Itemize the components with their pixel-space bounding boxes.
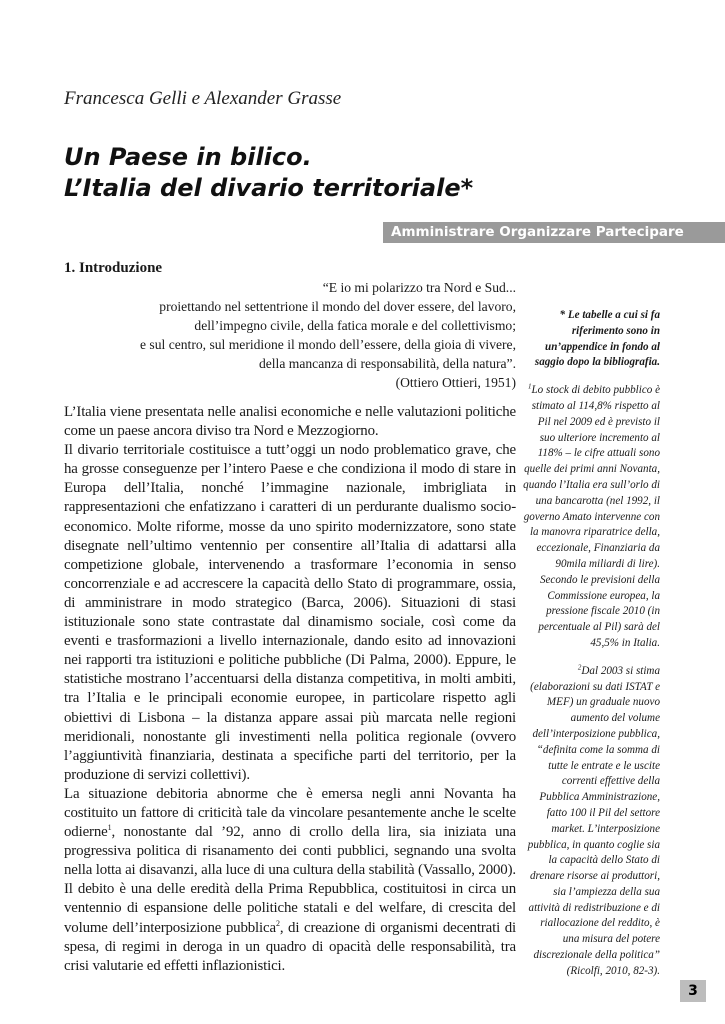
title-line-1: Un Paese in bilico. (64, 143, 312, 171)
series-banner: Amministrare Organizzare Partecipare (383, 222, 725, 243)
epigraph-line: della mancanza di responsabilità, della natura”. (258, 356, 516, 372)
paragraph-3 (64, 785, 516, 976)
sidebar-notes (523, 308, 660, 980)
footnote-ref-2: 2 (275, 918, 280, 928)
epigraph-line: “E io mi polarizzo tra Nord e Sud... (322, 280, 516, 295)
paragraph-1: L’Italia viene presentata nelle analisi economiche e nelle valutazioni politiche come un paese ancora diviso tra Nord e Mezzogiorno. (64, 404, 516, 440)
tables-note: * Le tabelle a cui si fa riferimento sono in un’appendice in fondo al saggio dopo la bibliografia. (534, 309, 660, 369)
body-text (64, 403, 516, 976)
section-heading: 1. Introduzione (64, 260, 163, 276)
footnote-1 (523, 383, 660, 652)
authors: Francesca Gelli e Alexander Grasse (64, 88, 342, 109)
footnote-2 (523, 664, 660, 980)
footnote-1-text: Lo stock di debito pubblico è stimato al 114,8% rispetto al Pil nel 2009 ed è previsto il suo ulteriore incremento al 118% – le cifre attuali sono quelle dei primi anni Novanta, quando l’Italia era sull’orlo di una bancarotta (nel 1992, il governo Amato intervenne con la manovra riparatrice della, eccezionale, Finanziaria da 90mila miliardi di lire). Secondo le previsioni della Commissione europea, la pressione fiscale 2010 (in percentuale al Pil) sarà del 45,5% in Italia. (523, 384, 660, 649)
epigraph (100, 278, 516, 393)
paragraph-3-part-c: , di creazione di organismi decentrati di spesa, di regimi in deroga in un quadro di opacità delle responsabilità, tra crisi valutarie ed effetti inflazionistici. (64, 919, 516, 974)
article-title (64, 142, 473, 204)
footnote-1-number: 1 (528, 382, 532, 391)
paragraph-2: Il divario territoriale costituisce a tutt’oggi un nodo problematico grave, che ha grosse conseguenze per l’intero Paese e che condiziona il modo di stare in Europa dell’Italia, nonché l’immagine nazionale, imbrigliata in rappresentazioni che enfatizzano i caratteri di un perdurante dualismo socio-economico. Molte riforme, mosse da uno spirito modernizzatore, sono state disegnate nell’ultimo ventennio per consentire all’Italia di adattarsi alla competizione globale, intervenendo a trasformare l’economia in senso concorrenziale e ad accrescere la capacità dello Stato di programmare, ossia, di amministrare in modo strategico (Barca, 2006). Situazioni di stasi istituzionale sono state contrastate dal dinamismo sociale, così come da eventi e trasformazioni a livello internazionale, dando esito ad innovazioni nei rapporti tra istituzioni e politiche pubbliche (Di Palma, 2000). Eppure, le statistiche mostrano l’accentuarsi della distanza competitiva, in molti ambiti, tra l’Italia e le principali economie europee, in particolare rispetto agli obiettivi di Lisbona – la distanza appare assai più marcata nelle regioni meridionali, nonostante gli investimenti nella politica regionale (ovvero l’aggiuntività finanziaria, destinata a specifiche parti del territorio, per la produzione di servizi collettivi). (64, 442, 516, 783)
footnote-ref-1: 1 (107, 823, 112, 833)
paragraph-3-part-b: , nonostante dal ’92, anno di crollo della lira, sia iniziata una progressiva politica di risanamento dei conti pubblici, segnando una svolta nella lotta ai disavanzi, alla luce di una cultura della stabilità (Vassallo, 2000). Il debito è una delle eredità della Prima Repubblica, costituitosi in circa un ventennio di espansione delle politiche statali e del welfare, di crescita del volume dell’interposizione pubblica (64, 824, 516, 936)
title-line-2: L’Italia del divario territoriale* (64, 174, 474, 202)
page-number: 3 (680, 980, 706, 1002)
epigraph-attribution: (Ottiero Ottieri, 1951) (395, 375, 516, 391)
footnote-2-number: 2 (577, 663, 582, 672)
epigraph-line: dell’impegno civile, della fatica morale e del collettivismo; (194, 318, 516, 334)
epigraph-line: proiettando nel settentrione il mondo del dover essere, del lavoro, (159, 299, 516, 315)
footnote-2-text: Dal 2003 si stima (elaborazioni su dati ISTAT e MEF) un graduale nuovo aumento del volume dell’interposizione pubblica, “definita come la somma di tutte le entrate e le uscite correnti effettive della Pubblica Amministrazione, fatto 100 il Pil del settore market. L’interposizione pubblica, in quanto coglie sia la capacità dello Stato di drenare risorse ai produttori, sia l’ampiezza della sua attività di redistribuzione e di riallocazione del reddito, è una misura del potere discrezionale della politica” (Ricolfi, 2010, 82-3). (527, 664, 660, 977)
paragraph-3-part-a: La situazione debitoria abnorme che è emersa negli anni Novanta ha costituito un fattore di criticità tale da vincolare pesantemente anche le scelte odierne (64, 785, 516, 841)
epigraph-line: e sul centro, sul meridione il mondo dell’essere, della gioia di vivere, (140, 337, 516, 353)
